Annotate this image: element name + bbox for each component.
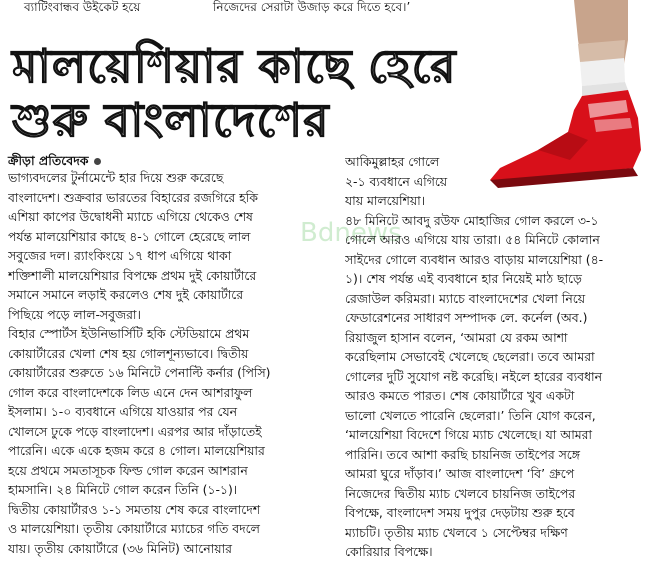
article-line: আকিমুল্লাহর গোলে xyxy=(345,154,440,169)
article-line: বাংলাদেশ। শুক্রবার ভারতের বিহারের রজগিরে হকি xyxy=(8,189,258,205)
article-line: ৪৮ মিনিটে আবদু রউফ মোহাজির গোল করলে ৩-১ xyxy=(345,212,599,228)
article-line: শক্তিশালী মালয়েশিয়ার বিপক্ষে প্রথম দুই কোয়ার্টারে xyxy=(8,267,257,283)
article-line: পিছিয়ে পড়ে লাল-সবুজরা। xyxy=(8,306,141,322)
previous-article-right-fragment: নিজেদের সেরাটা উজাড় করে দিতে হবে।’ xyxy=(213,0,411,14)
article-line: বিপক্ষে, বাংলাদেশ সময় দুপুর দেড়টায় শুরু হবে xyxy=(345,505,575,520)
article-line: ইসলাম। ১-০ ব্যবধানে এগিয়ে যাওয়ার পর যেন xyxy=(8,404,237,419)
article-body-left-column xyxy=(8,168,328,558)
article-line: ফেডারেশনের সাধারণ সম্পাদক লে. কর্নেল (অব.) xyxy=(345,310,588,325)
article-line: ম্যাচটি। তৃতীয় ম্যাচ খেলবে ১ সেপ্টেম্বর দক্ষিণ xyxy=(345,524,568,540)
article-line: হামসানি। ২৪ মিনিটে গোল করেন তিনি (১-১)। xyxy=(8,482,238,497)
article-line: ২-১ ব্যবধানে এগিয়ে xyxy=(345,173,448,189)
article-line: যায়। তৃতীয় কোয়ার্টারে (৩৬ মিনিট) আনোয়ার xyxy=(8,540,232,556)
article-line: আমরা ঘুরে দাঁড়াব।’ আজ বাংলাদেশ ‘বি’ গ্রুপে xyxy=(345,466,575,481)
previous-article-left-fragment: ব্যাটিংবান্ধব উইকেট হয়ে xyxy=(24,0,141,14)
article-line: ভাগ্যবদলের টুর্নামেন্টে হার দিয়ে শুরু করেছে xyxy=(8,170,224,185)
article-line: সবুজের দল। র‍্যাংকিংয়ে ১৭ ধাপ এগিয়ে থাকা xyxy=(8,248,232,263)
article-line: রেজাউল করিমরা। ম্যাচে বাংলাদেশের খেলা নিয়ে xyxy=(345,290,586,306)
byline-text: ক্রীড়া প্রতিবেদক xyxy=(8,153,89,168)
article-line: সমানে সমানে লড়াই করলেও শেষ দুই কোয়ার্টারে xyxy=(8,287,244,302)
article-line: হয়ে প্রথমে সমতাসূচক ফিল্ড গোল করেন আশরান xyxy=(8,462,248,478)
article-line: গোলে আরও এগিয়ে যায় তারা। ৫৪ মিনিটে কোলান xyxy=(345,232,600,247)
headline-line-2: শুরু বাংলাদেশের xyxy=(12,93,330,147)
article-line: আরও কমতে পারত। শেষ কোয়ার্টারে খুব একটা xyxy=(345,388,575,403)
article-line: খোলসে ঢুকে পড়ে বাংলাদেশ। এরপর আর দাঁড়াতেই xyxy=(8,423,262,439)
article-line: সাইদের গোলে ব্যবধান আরও বাড়ায় মালয়েশিয়া (৪- xyxy=(345,251,604,267)
article-line: গোলের দুটি সুযোগ নষ্ট করেছি। নইলে হারের ব্যবধান xyxy=(345,368,603,384)
article-line: ১)। শেষ পর্যন্ত এই ব্যবধানে হার নিয়েই মাঠ ছাড়ে xyxy=(345,271,582,286)
article-line: নিজেদের দ্বিতীয় ম্যাচ খেলবে চায়নিজ তাইপের xyxy=(345,485,576,501)
article-line: কোয়ার্টারের খেলা শেষ হয় গোলশূন্যভাবে। দ্বিতীয় xyxy=(8,345,249,361)
article-line: ‘মালয়েশিয়া বিদেশে গিয়ে ম্যাচ খেলেছে। যা আমরা xyxy=(345,427,593,442)
article-line: ভালো খেলতে পারেনি ছেলেরা।’ তিনি যোগ করেন, xyxy=(345,407,596,423)
article-line: দ্বিতীয় কোয়ার্টারও ১-১ সমতায় শেষ করে বাংলাদেশ xyxy=(8,501,261,517)
article-line: কোয়ার্টারের শুরুতে ১৬ মিনিটে পেনাল্টি কর্নার (পিসি) xyxy=(8,365,271,380)
article-line: এশিয়া কাপের উদ্বোধনী ম্যাচে এগিয়ে থেকেও শেষ xyxy=(8,209,253,224)
article-line: পারেনি। একে একে হজম করে ৪ গোল। মালয়েশিয়ার xyxy=(8,443,265,458)
article-line: পারিনি। তবে আশা করছি চায়নিজ তাইপের সঙ্গে xyxy=(345,446,580,462)
article-line: পর্যন্ত মালয়েশিয়ার কাছে ৪-১ গোলে হেরেছে লাল xyxy=(8,228,251,244)
headline-line-1: মালয়েশিয়ার কাছে হেরে xyxy=(12,39,457,93)
article-line: রিয়াজুল হাসান বলেন, ‘আমরা যে রকম আশা xyxy=(345,329,568,345)
watermark: Bdnews xyxy=(300,218,402,248)
article-line: গোল করে বাংলাদেশকে লিড এনে দেন আশরাফুল xyxy=(8,384,253,400)
article-line: করেছিলাম সেভাবেই খেলেছে ছেলেরা। তবে আমরা xyxy=(345,349,595,364)
article-line: বিহার স্পোর্টস ইউনিভার্সিটি হকি স্টেডিয়ামে প্রথম xyxy=(8,326,250,341)
article-line: ও মালয়েশিয়া। তৃতীয় কোয়ার্টারে ম্যাচের গতি বদলে xyxy=(8,521,260,536)
bullet-icon xyxy=(94,158,101,165)
article-line: যায় মালয়েশিয়া। xyxy=(345,193,426,208)
article-body-right-column xyxy=(345,152,667,562)
article-line: কোরিয়ার বিপক্ষে। xyxy=(345,544,433,559)
